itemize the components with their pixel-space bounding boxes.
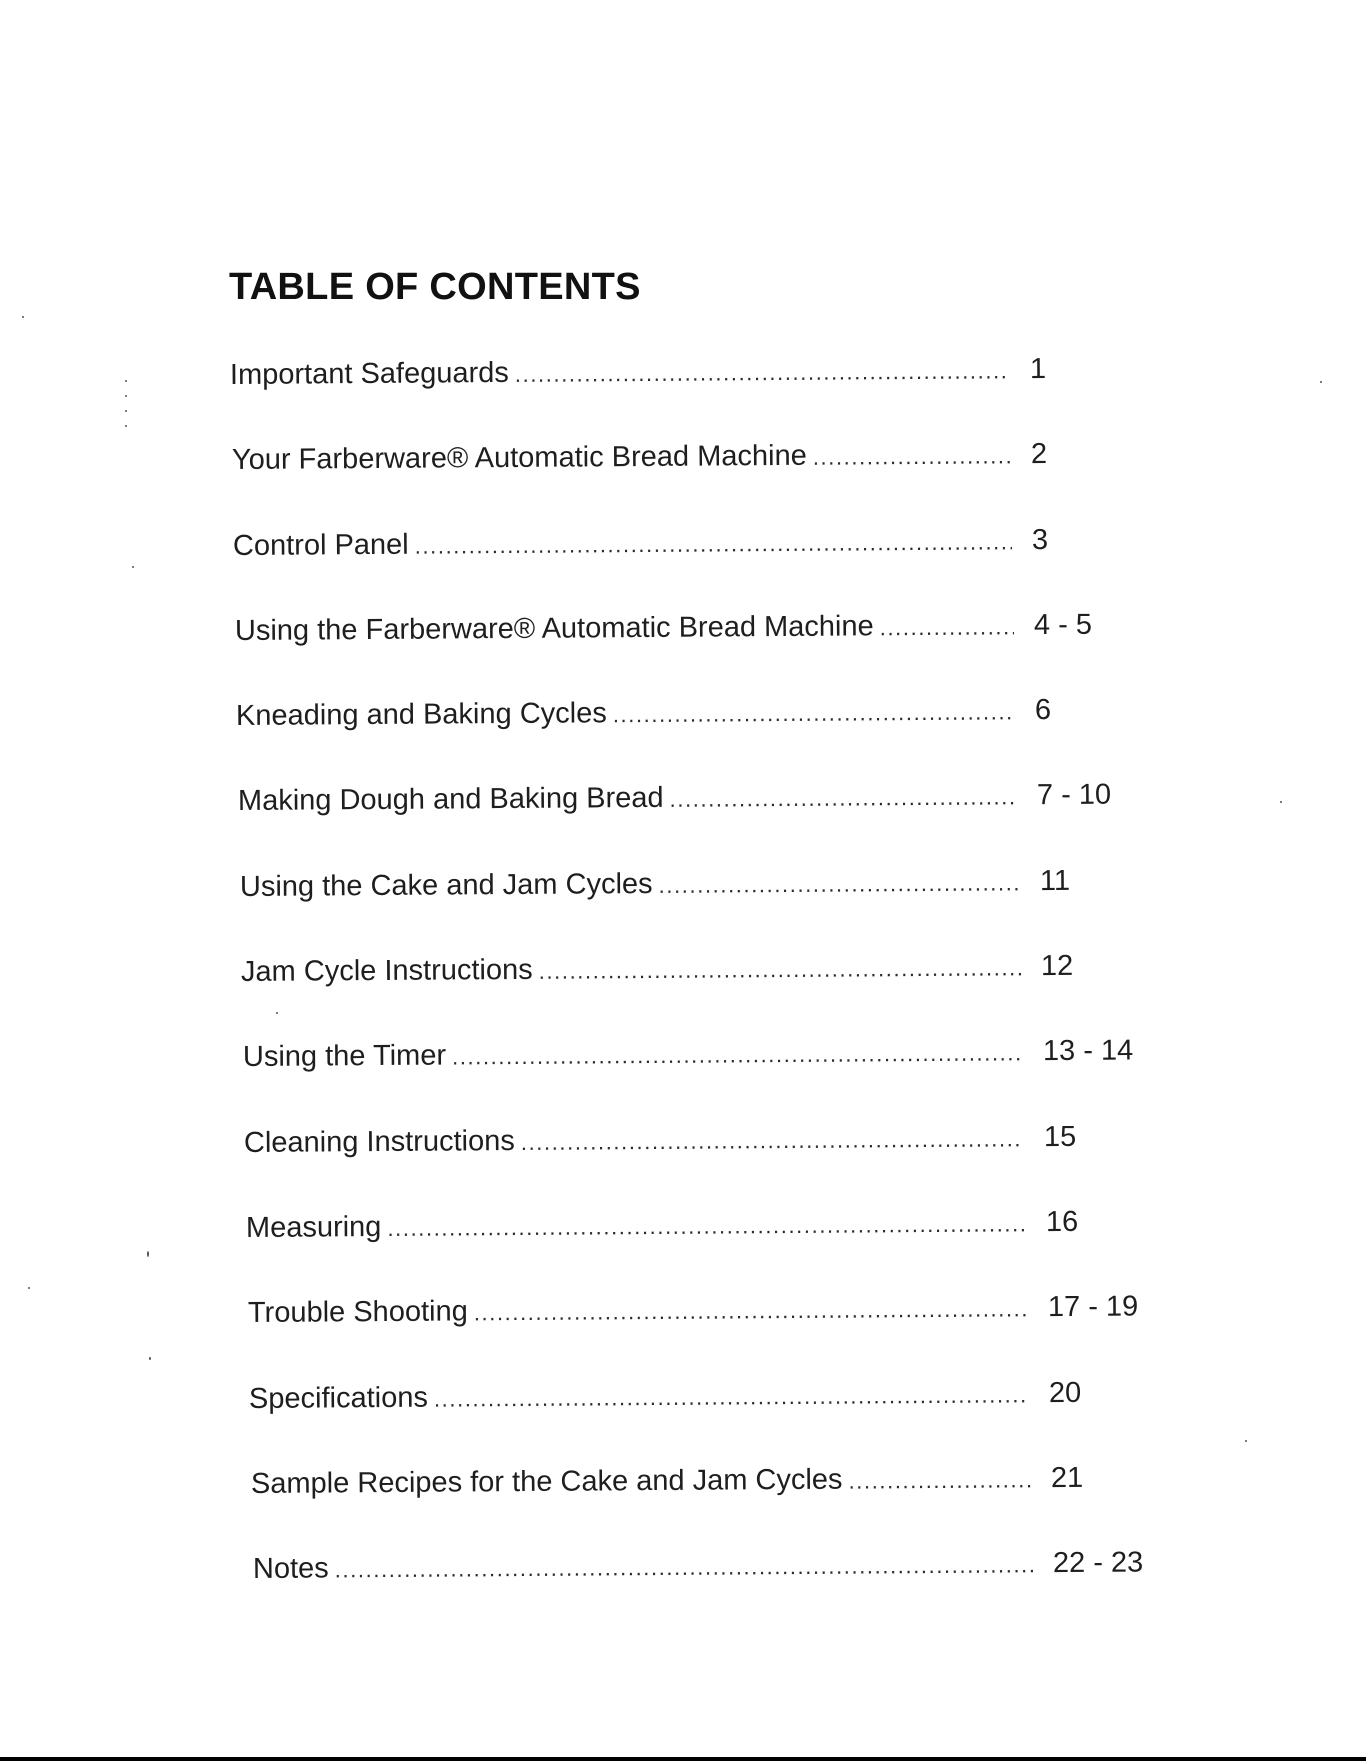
toc-entry-label: Jam Cycle Instructions bbox=[240, 953, 533, 988]
toc-entry bbox=[253, 1546, 1183, 1593]
toc-entry-label: Important Safeguards bbox=[229, 356, 509, 391]
toc-entry-page: 4 - 5 bbox=[1033, 608, 1093, 642]
scan-speck bbox=[147, 1251, 149, 1257]
toc-entry-label: Cleaning Instructions bbox=[243, 1125, 515, 1159]
toc-entry-label: Making Dough and Baking Bread bbox=[237, 781, 664, 817]
toc-leader-dots bbox=[415, 529, 1012, 559]
scan-speck bbox=[28, 1287, 30, 1289]
toc-entry bbox=[232, 437, 1161, 484]
toc-leader-dots bbox=[521, 1126, 1024, 1156]
scan-speck bbox=[1245, 1440, 1247, 1442]
scan-speck bbox=[22, 316, 24, 318]
scan-speck bbox=[149, 1357, 151, 1360]
toc-entry bbox=[235, 608, 1164, 655]
toc-leader-dots bbox=[659, 870, 1021, 899]
scan-speck bbox=[1320, 381, 1322, 383]
scan-speck bbox=[125, 425, 127, 427]
toc-leader-dots bbox=[848, 1467, 1031, 1494]
toc-leader-dots bbox=[613, 699, 1015, 728]
toc-entry-page: 7 - 10 bbox=[1036, 778, 1112, 812]
toc-entry-page: 16 bbox=[1045, 1205, 1079, 1239]
scan-speck bbox=[276, 1012, 278, 1014]
toc-entry bbox=[238, 778, 1167, 825]
scan-speck bbox=[125, 410, 127, 412]
toc-entry-label: Specifications bbox=[248, 1381, 429, 1415]
toc-leader-dots bbox=[452, 1040, 1023, 1070]
toc-leader-dots bbox=[670, 784, 1018, 813]
toc-entry-page: 22 - 23 bbox=[1052, 1546, 1144, 1580]
toc-entry-page: 2 bbox=[1030, 438, 1048, 471]
toc-leader-dots bbox=[813, 443, 1011, 470]
toc-entry bbox=[243, 1034, 1173, 1081]
toc-entry-label: Your Farberware® Automatic Bread Machine bbox=[231, 439, 807, 476]
toc-entry-page: 21 bbox=[1050, 1461, 1084, 1495]
toc-leader-dots bbox=[387, 1211, 1026, 1242]
toc-entry-page: 12 bbox=[1040, 949, 1074, 983]
toc-entry bbox=[249, 1376, 1179, 1423]
toc-entry-label: Using the Timer bbox=[242, 1039, 447, 1073]
scan-speck bbox=[125, 380, 127, 382]
toc-entry-page: 3 bbox=[1031, 524, 1049, 557]
scan-speck bbox=[1280, 801, 1282, 803]
toc-leader-dots bbox=[434, 1382, 1029, 1412]
toc-entry bbox=[241, 949, 1171, 996]
toc-entry-page: 15 bbox=[1043, 1120, 1077, 1154]
toc-leader-dots bbox=[474, 1296, 1028, 1326]
toc-entry-label: Kneading and Baking Cycles bbox=[235, 697, 607, 732]
page-title: TABLE OF CONTENTS bbox=[229, 266, 641, 308]
toc-leader-dots bbox=[539, 955, 1021, 985]
toc-entry bbox=[240, 864, 1170, 911]
toc-entry-label: Sample Recipes for the Cake and Jam Cycles bbox=[250, 1463, 843, 1500]
toc-entry bbox=[248, 1290, 1178, 1337]
toc-entry-page: 20 bbox=[1048, 1376, 1082, 1410]
toc-entry-label: Trouble Shooting bbox=[247, 1295, 468, 1329]
toc-entry bbox=[244, 1120, 1174, 1167]
toc-leader-dots bbox=[335, 1552, 1033, 1583]
toc-entry bbox=[236, 693, 1165, 740]
toc-entry-label: Measuring bbox=[245, 1211, 382, 1244]
toc-entry-page: 13 - 14 bbox=[1042, 1034, 1134, 1068]
toc-leader-dots bbox=[515, 358, 1010, 388]
scan-bottom-edge bbox=[0, 1757, 1366, 1761]
scan-speck bbox=[132, 566, 134, 568]
toc-leader-dots bbox=[880, 614, 1014, 641]
toc-entry-label: Using the Cake and Jam Cycles bbox=[239, 867, 653, 903]
toc-entry-page: 11 bbox=[1039, 864, 1071, 898]
scan-speck bbox=[125, 395, 127, 397]
toc-entry-page: 17 - 19 bbox=[1047, 1290, 1139, 1324]
toc-entry-page: 1 bbox=[1029, 353, 1047, 386]
toc-entry bbox=[230, 352, 1160, 399]
toc-entry bbox=[246, 1205, 1176, 1252]
toc-entry-label: Control Panel bbox=[232, 528, 409, 562]
toc-entry-label: Notes bbox=[252, 1552, 329, 1585]
toc-entry-label: Using the Farberware® Automatic Bread Machine bbox=[234, 610, 874, 647]
toc-entry-page: 6 bbox=[1034, 694, 1052, 727]
toc-entry bbox=[233, 523, 1162, 570]
toc-entry bbox=[251, 1461, 1181, 1508]
